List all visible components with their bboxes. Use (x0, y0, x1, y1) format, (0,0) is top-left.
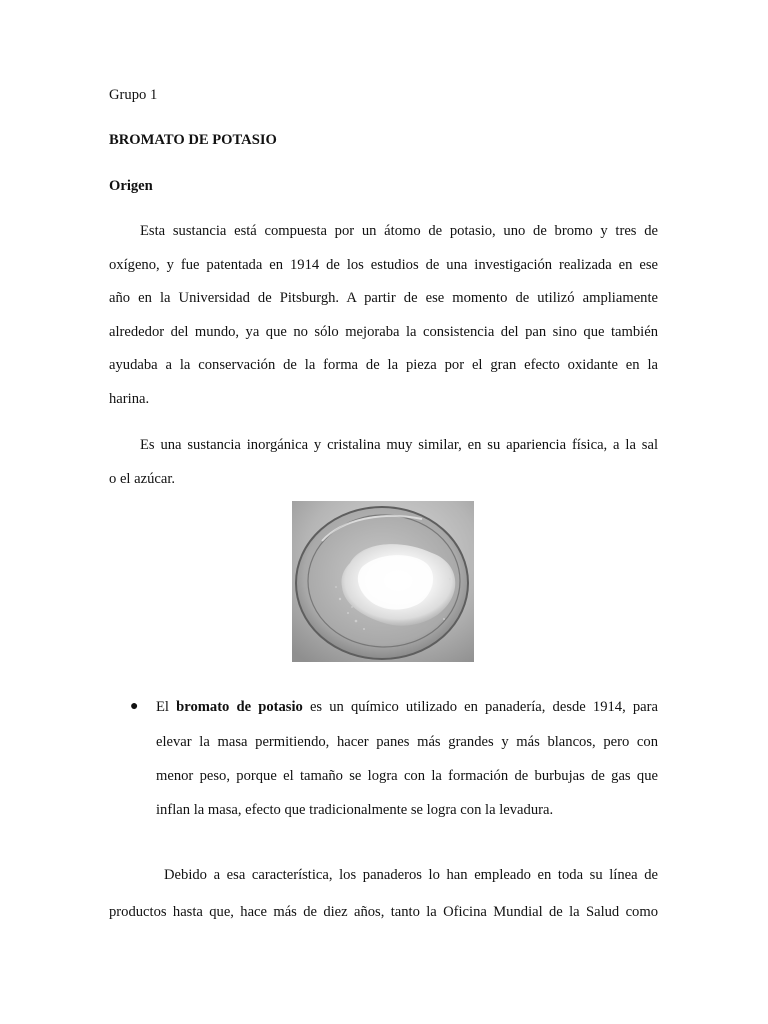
paragraph1-line: harina. (109, 391, 150, 407)
group-label: Grupo 1 (109, 87, 158, 103)
bullet-lead-text: El (156, 699, 177, 715)
section-heading: Origen (109, 178, 153, 194)
bullet-marker: ● (130, 699, 139, 714)
paragraph2-line: o el azúcar. (109, 471, 176, 487)
bullet-line: elevar la masa permitiendo, hacer panes más grandes y más blancos, pero con (156, 734, 658, 750)
paragraph1-line: alrededor del mundo, ya que no sólo mejoraba la consistencia del pan sino que también (109, 324, 658, 340)
bullet-line: inflan la masa, efecto que tradicionalmente se logra con la levadura. (156, 802, 554, 818)
paragraph3-line: productos hasta que, hace más de diez años, tanto la Oficina Mundial de la Salud como (109, 904, 658, 920)
bold-term: bromato de potasio (176, 699, 303, 715)
document-title: BROMATO DE POTASIO (109, 132, 277, 148)
paragraph3-line: Debido a esa característica, los panaderos lo han empleado en toda su línea de (164, 867, 658, 883)
bullet-rest-text: es un químico utilizado en panadería, desde 1914, para (302, 699, 658, 715)
paragraph1-line: oxígeno, y fue patentada en 1914 de los estudios de una investigación realizada en ese (109, 257, 658, 273)
paragraph1-line: año en la Universidad de Pitsburgh. A partir de ese momento de utilizó ampliamente (109, 290, 658, 306)
potassium-bromate-dish-image (292, 501, 474, 662)
paragraph1-line: Esta sustancia está compuesta por un átomo de potasio, uno de bromo y tres de (140, 223, 658, 239)
bullet-line (156, 699, 658, 716)
bullet-line: menor peso, porque el tamaño se logra con la formación de burbujas de gas que (156, 768, 658, 784)
paragraph2-line: Es una sustancia inorgánica y cristalina muy similar, en su apariencia física, a la sal (140, 437, 658, 453)
paragraph1-line: ayudaba a la conservación de la forma de la pieza por el gran efecto oxidante en la (109, 357, 658, 373)
